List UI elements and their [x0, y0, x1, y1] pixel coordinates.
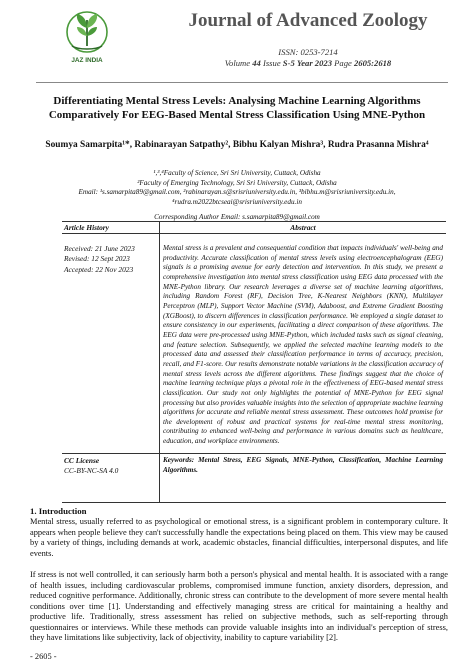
- page-range: 2605:2618: [353, 58, 392, 68]
- affiliation-2: ²Faculty of Emerging Technology, Sri Sri University, Cuttack, Odisha: [137, 178, 337, 187]
- abstract-heading: Abstract: [290, 223, 316, 232]
- abstract-text: Mental stress is a prevalent and consequential condition that impacts individuals' well-being and productivity. Accurate classification of mental stress levels using electroencephalogram (EEG) signals is a promising avenue for early detection and intervention. In this study, we present a comprehensive investigation into mental stress classification using EEG data processed with the MNE-Python library. Our research leverages a diverse set of machine learning algorithms, including Random Forest (RF), Decision Tree, K-Nearest Neighbors (KNN), Multilayer Perceptron (MLP), Support Vector Machine (SVM), Adaboost, and Extreme Gradient Boosting (XGBoost), to discern differences in classification performance. We employed a single dataset to ensure consistency in our experiments, facilitating a direct comparison of these algorithms. The EEG data were pre-processed using MNE-Python, which included tasks such as signal cleaning, and feature selection. Subsequently, we applied the selected machine learning models to the processed data and assessed their classification performance in terms of accuracy, precision, recall, and F1-score. Our results demonstrate notable variations in the classification accuracy of mental stress levels across the different algorithms. These findings suggest that the choice of machine learning technique plays a pivotal role in the effectiveness of EEG-based mental stress classification. Our study not only highlights the potential of MNE-Python for EEG signal processing but also provides valuable insights into the selection of appropriate machine learning algorithms for accurate and reliable mental stress assessment. These outcomes hold promise for the development of robust and practical systems for real-time mental stress monitoring, contributing to enhanced well-being and performance in various domains such as healthcare, education, and workplace environments.: [163, 244, 443, 446]
- license-value: CC-BY-NC-SA 4.0: [64, 466, 119, 475]
- journal-header: [0, 0, 474, 86]
- logo-text: JAZ INDIA: [71, 57, 103, 64]
- keywords: Keywords: Mental Stress, EEG Signals, MNE-Python, Classification, Machine Learning Algorithms.: [163, 456, 443, 474]
- accepted-date: Accepted: 22 Nov 2023: [64, 264, 134, 274]
- year: Year 2023: [296, 58, 332, 68]
- email-line-2: ⁴rudra.m2022btcseai@srisriuniversity.edu.in: [172, 197, 302, 206]
- license-label: CC License: [64, 456, 100, 465]
- affiliation-1: ¹,³,⁴Faculty of Science, Sri Sri University, Cuttack, Odisha: [153, 169, 321, 177]
- issue-prefix: Issue: [262, 58, 281, 68]
- keywords-divider: [159, 453, 446, 454]
- article-history-heading: Article History: [64, 223, 109, 232]
- box-header-divider: [62, 233, 446, 234]
- box-column-divider: [159, 222, 160, 502]
- section-heading-introduction: 1. Introduction: [30, 506, 87, 516]
- header-divider: [36, 82, 448, 83]
- volume-info: [168, 58, 448, 68]
- received-date: Received: 21 June 2023: [64, 244, 135, 253]
- page-prefix: Page: [334, 58, 352, 68]
- license-divider: [62, 453, 159, 454]
- jaz-india-logo-icon: [60, 6, 114, 66]
- author-list: Soumya Samarpita¹*, Rabinarayan Satpathy², Bibhu Kalyan Mishra³, Rudra Prasanna Mishra⁴: [45, 140, 429, 150]
- volume-number: 44: [252, 58, 261, 68]
- issn: ISSN: 0253-7214: [278, 47, 338, 57]
- article-dates: [64, 244, 135, 275]
- paper-title: Differentiating Mental Stress Levels: Analysing Machine Learning Algorithms Comparatively For EEG-Based Mental Stress Classification Using MNE-Python: [48, 95, 426, 121]
- affiliations: [20, 169, 454, 207]
- body-paragraph: If stress is not well controlled, it can seriously harm both a person's physical and mental health. It is associated with a range of health issues, including cardiovascular problems, compromised immune function, anxiety disorders, depression, and reduced cognitive performance. Additionally, chronic stress can contribute to the development of more severe mental health conditions over time [1]. Understanding and effectively managing stress are critical for maintaining a healthy and productive life. Traditionally, stress assessment has relied on subjective methods, such as self-reporting through questionnaires or interviews. While these methods can provide valuable insights into an individual's perception of stress, they have limitations like subjectivity, lack of objectivity, inability to capture variability [2].: [30, 570, 448, 643]
- article-info-box: [62, 221, 446, 503]
- issue-number: S-5: [282, 58, 295, 68]
- body-paragraph: Mental stress, usually referred to as psychological or emotional stress, is a significant problem in contemporary culture. It appears when people believe they can't successfully handle the expectations being placed on them. This view may be caused by a variety of things, including demands at work, academic obstacles, financial difficulties, interpersonal disputes, and life events.: [30, 517, 448, 558]
- volume-prefix: Volume: [224, 58, 251, 68]
- page-number: - 2605 -: [30, 652, 57, 661]
- journal-title: Journal of Advanced Zoology: [188, 10, 428, 31]
- revised-date: Revised: 12 Sept 2023: [64, 254, 130, 264]
- corresponding-author: Corresponding Author Email: s.samarpita89@gmail.com: [154, 213, 320, 221]
- email-line-1: Email: ¹s.samarpita89@gmail.com, ²rabinarayan.s@srisriuniversity.edu.in, ³bibhu.m@srisriuniversity.edu.in,: [78, 188, 396, 197]
- license-info: [64, 456, 118, 476]
